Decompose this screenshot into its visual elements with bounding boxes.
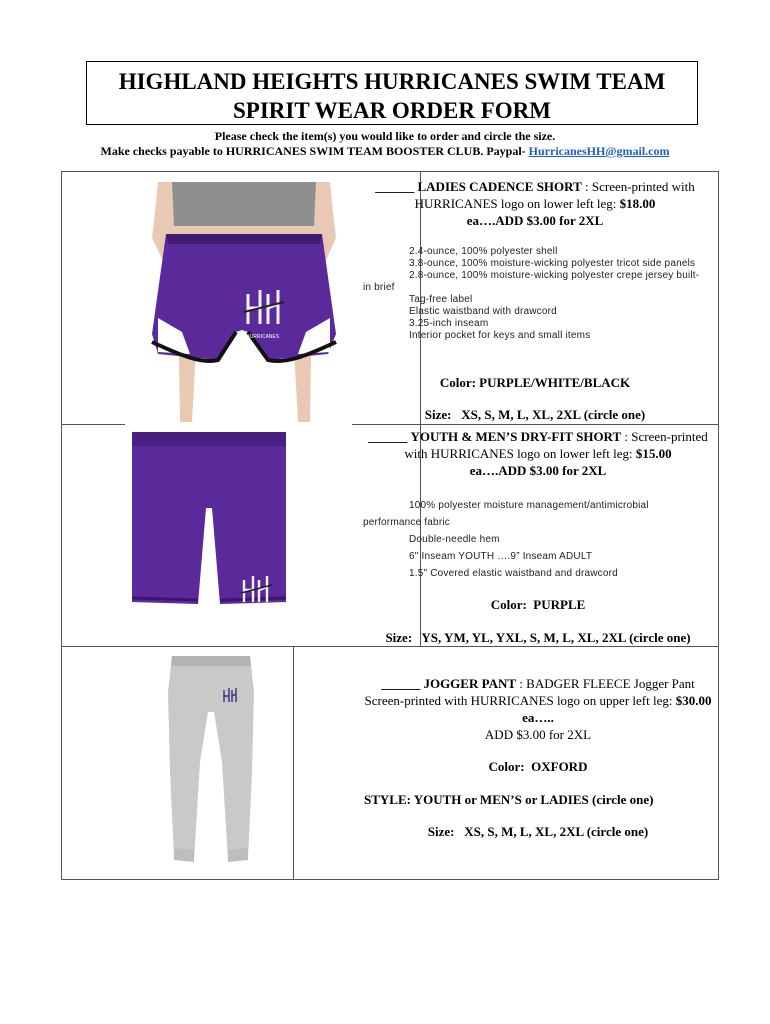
dryfit-short-check-blank[interactable]: ______ (368, 429, 408, 444)
spec-line: 2.8-ounce, 100% moisture-wicking polyester crepe jersey built-in brief (363, 270, 700, 293)
ladies-short-description (360, 178, 710, 229)
form-title-line1: HIGHLAND HEIGHTS HURRICANES SWIM TEAM (118, 69, 666, 94)
jogger-pant-size[interactable]: Size: XS, S, M, L, XL, 2XL (circle one) (427, 824, 649, 839)
dryfit-short-name: YOUTH & MEN’S DRY-FIT SHORT (410, 429, 622, 444)
spec-line: 3.8-ounce, 100% moisture-wicking polyester tricot side panels (409, 258, 696, 269)
spec-line: Tag-free label (409, 294, 473, 305)
jogger-pant-name: JOGGER PANT (423, 676, 517, 691)
dryfit-short-price: $15.00 (635, 446, 672, 461)
dryfit-short-color: Color: PURPLE (490, 597, 586, 612)
instruction-payment (0, 144, 770, 159)
jogger-pant-desc-b: ea….. (522, 710, 554, 725)
spec-line: Double-needle hem (409, 534, 500, 545)
spec-line: 1.5" Covered elastic waistband and drawcord (409, 568, 618, 579)
spec-line: 2.4-ounce, 100% polyester shell (409, 246, 558, 257)
spec-line: 3.25-inch inseam (409, 318, 489, 329)
spec-line: Elastic waistband with drawcord (409, 306, 557, 317)
jogger-pant-desc: : BADGER FLEECE Jogger Pant Screen-printed with HURRICANES logo on upper left leg: (364, 676, 695, 708)
ladies-short-price: $18.00 (619, 196, 656, 211)
ladies-short-image (122, 182, 362, 422)
spec-line: Interior pocket for keys and small items (409, 330, 591, 341)
jogger-pant-desc-c: ADD $3.00 for 2XL (484, 727, 592, 742)
svg-text:HURRICANES: HURRICANES (246, 334, 280, 340)
form-title-line2: SPIRIT WEAR ORDER FORM (233, 98, 551, 123)
ladies-short-color: Color: PURPLE/WHITE/BLACK (439, 375, 631, 390)
row-divider (62, 646, 718, 647)
instruction-check-items: Please check the item(s) you would like to order and circle the size. (214, 129, 556, 143)
dryfit-short-size[interactable]: Size: YS, YM, YL, YXL, S, M, L, XL, 2XL (circle one) (385, 630, 691, 645)
column-divider (293, 646, 294, 879)
ladies-short-specs (363, 246, 703, 342)
ladies-short-name: LADIES CADENCE SHORT (417, 179, 582, 194)
dryfit-short-desc: : Screen-printed with HURRICANES logo on lower left leg: (404, 429, 708, 461)
jogger-pant-description (360, 675, 716, 743)
ladies-short-check-blank[interactable]: ______ (375, 179, 415, 194)
dryfit-short-image (124, 428, 294, 646)
spec-line: 100% polyester moisture management/antimicrobial performance fabric (363, 500, 649, 528)
dryfit-short-specs (363, 497, 703, 582)
dryfit-short-desc-b: ea….ADD $3.00 for 2XL (469, 463, 607, 478)
ladies-short-desc: : Screen-printed with HURRICANES logo on lower left leg: (414, 179, 695, 211)
jogger-pant-check-blank[interactable]: ______ (381, 676, 421, 691)
title-box (86, 61, 698, 125)
dryfit-short-description (360, 428, 716, 479)
ladies-short-desc-b: ea….ADD $3.00 for 2XL (466, 213, 604, 228)
row-divider (352, 424, 718, 425)
row-divider (62, 424, 125, 425)
jogger-pant-image (162, 652, 262, 874)
jogger-pant-price: $30.00 (675, 693, 712, 708)
spec-line: 6" Inseam YOUTH ….9” Inseam ADULT (409, 551, 593, 562)
ladies-short-size[interactable]: Size: XS, S, M, L, XL, 2XL (circle one) (424, 407, 646, 422)
paypal-email-link[interactable]: HurricanesHH@gmail.com (528, 144, 670, 158)
order-table (61, 171, 719, 880)
jogger-pant-style[interactable]: STYLE: YOUTH or MEN’S or LADIES (circle one) (364, 792, 654, 807)
jogger-pant-color: Color: OXFORD (488, 759, 588, 774)
payment-text: Make checks payable to HURRICANES SWIM TEAM BOOSTER CLUB. Paypal- (100, 144, 526, 158)
